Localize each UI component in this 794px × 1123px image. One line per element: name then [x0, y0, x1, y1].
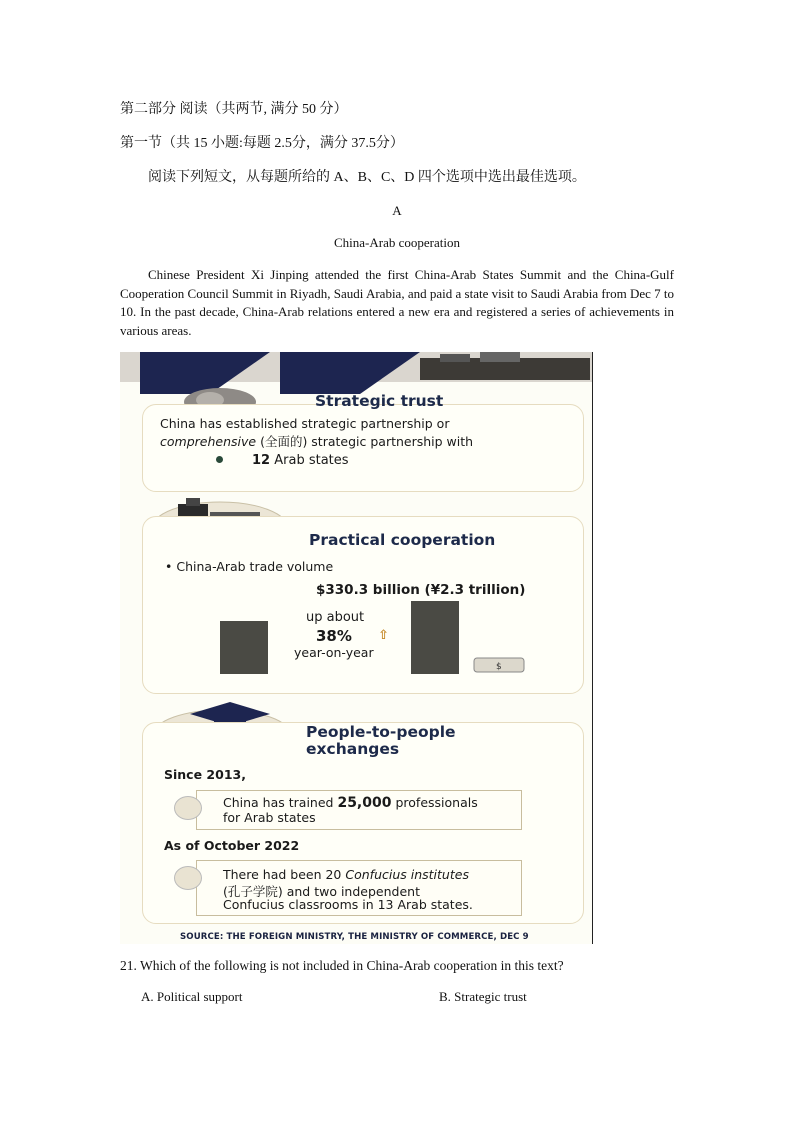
- trained-line2: for Arab states: [223, 810, 316, 825]
- svg-text:$: $: [496, 662, 502, 672]
- strategic-count-label: Arab states: [274, 453, 349, 468]
- trade-volume-text: China-Arab trade volume: [176, 559, 334, 574]
- trained-number: 25,000: [337, 795, 392, 811]
- confucius-line2: (孔子学院) and two independent: [223, 884, 420, 899]
- part-heading: 第二部分 阅读（共两节, 满分 50 分）: [120, 102, 348, 117]
- trade-bar-current: [411, 601, 459, 674]
- cap-icon-trained: [174, 796, 202, 820]
- strategic-count: 12: [252, 453, 271, 468]
- yoy-text: year-on-year: [294, 645, 374, 660]
- ci-pre: There had been 20: [223, 867, 342, 882]
- trade-bar-previous: [220, 621, 268, 674]
- instruction: 阅读下列短文，从每题所给的 A、B、C、D 四个选项中选出最佳选项。: [148, 170, 586, 185]
- strategic-trust-title: Strategic trust: [315, 392, 444, 410]
- passage-title: China-Arab cooperation: [334, 235, 460, 250]
- question-stem: 21. Which of the following is not included in China-Arab cooperation in this text?: [120, 958, 564, 973]
- trade-volume-label: • China-Arab trade volume: [165, 559, 334, 574]
- cap-icon-confucius: [174, 866, 202, 890]
- confucius-line1: [223, 867, 469, 882]
- option-a[interactable]: A. Political support: [141, 989, 243, 1004]
- section-heading: 第一节（共 15 小题:每题 2.5分，满分 37.5分）: [120, 136, 404, 151]
- up-arrow-icon: ⇧: [378, 628, 389, 643]
- trade-amount: $330.3 billion (¥2.3 trillion): [316, 582, 526, 598]
- money-stack-icon: [470, 650, 530, 674]
- people-title-line1: People-to-people: [306, 723, 456, 741]
- passage-body: Chinese President Xi Jinping attended the first China-Arab States Summit and the China-Gulf Cooperation Council Summit in Riyadh, Saudi Arabia, and paid a state visit to Saudi Arabia from Dec 7 to 10. In the past decade, China-Arab relations entered a new era and registered a series of achievements in various areas.: [120, 267, 674, 338]
- trained-line1: [223, 795, 478, 811]
- trained-pre: China has trained: [223, 795, 334, 810]
- comprehensive-word: comprehensive: [160, 434, 257, 449]
- strategic-line2: [160, 432, 473, 450]
- ci-italic: Confucius institutes: [345, 867, 469, 882]
- source-line: SOURCE: THE FOREIGN MINISTRY, THE MINISTRY OF COMMERCE, DEC 9: [180, 932, 529, 942]
- strategic-count-line: [252, 453, 349, 468]
- people-title-line2: exchanges: [306, 740, 400, 758]
- globe-icon: [216, 456, 223, 463]
- trained-post: professionals: [395, 795, 478, 810]
- up-about-text: up about: [306, 610, 365, 625]
- option-b[interactable]: B. Strategic trust: [439, 989, 527, 1004]
- growth-percent: 38%: [316, 627, 352, 645]
- infographic: [120, 352, 593, 944]
- as-of-date: As of October 2022: [164, 838, 300, 853]
- since-2013: Since 2013,: [164, 767, 246, 782]
- confucius-line3: Confucius classrooms in 13 Arab states.: [223, 897, 473, 912]
- practical-cooperation-title: Practical cooperation: [309, 531, 496, 549]
- strategic-line2-rest: (全面的) strategic partnership with: [260, 434, 474, 449]
- passage-letter: A: [392, 203, 402, 218]
- strategic-line1: China has established strategic partnership or: [160, 416, 450, 431]
